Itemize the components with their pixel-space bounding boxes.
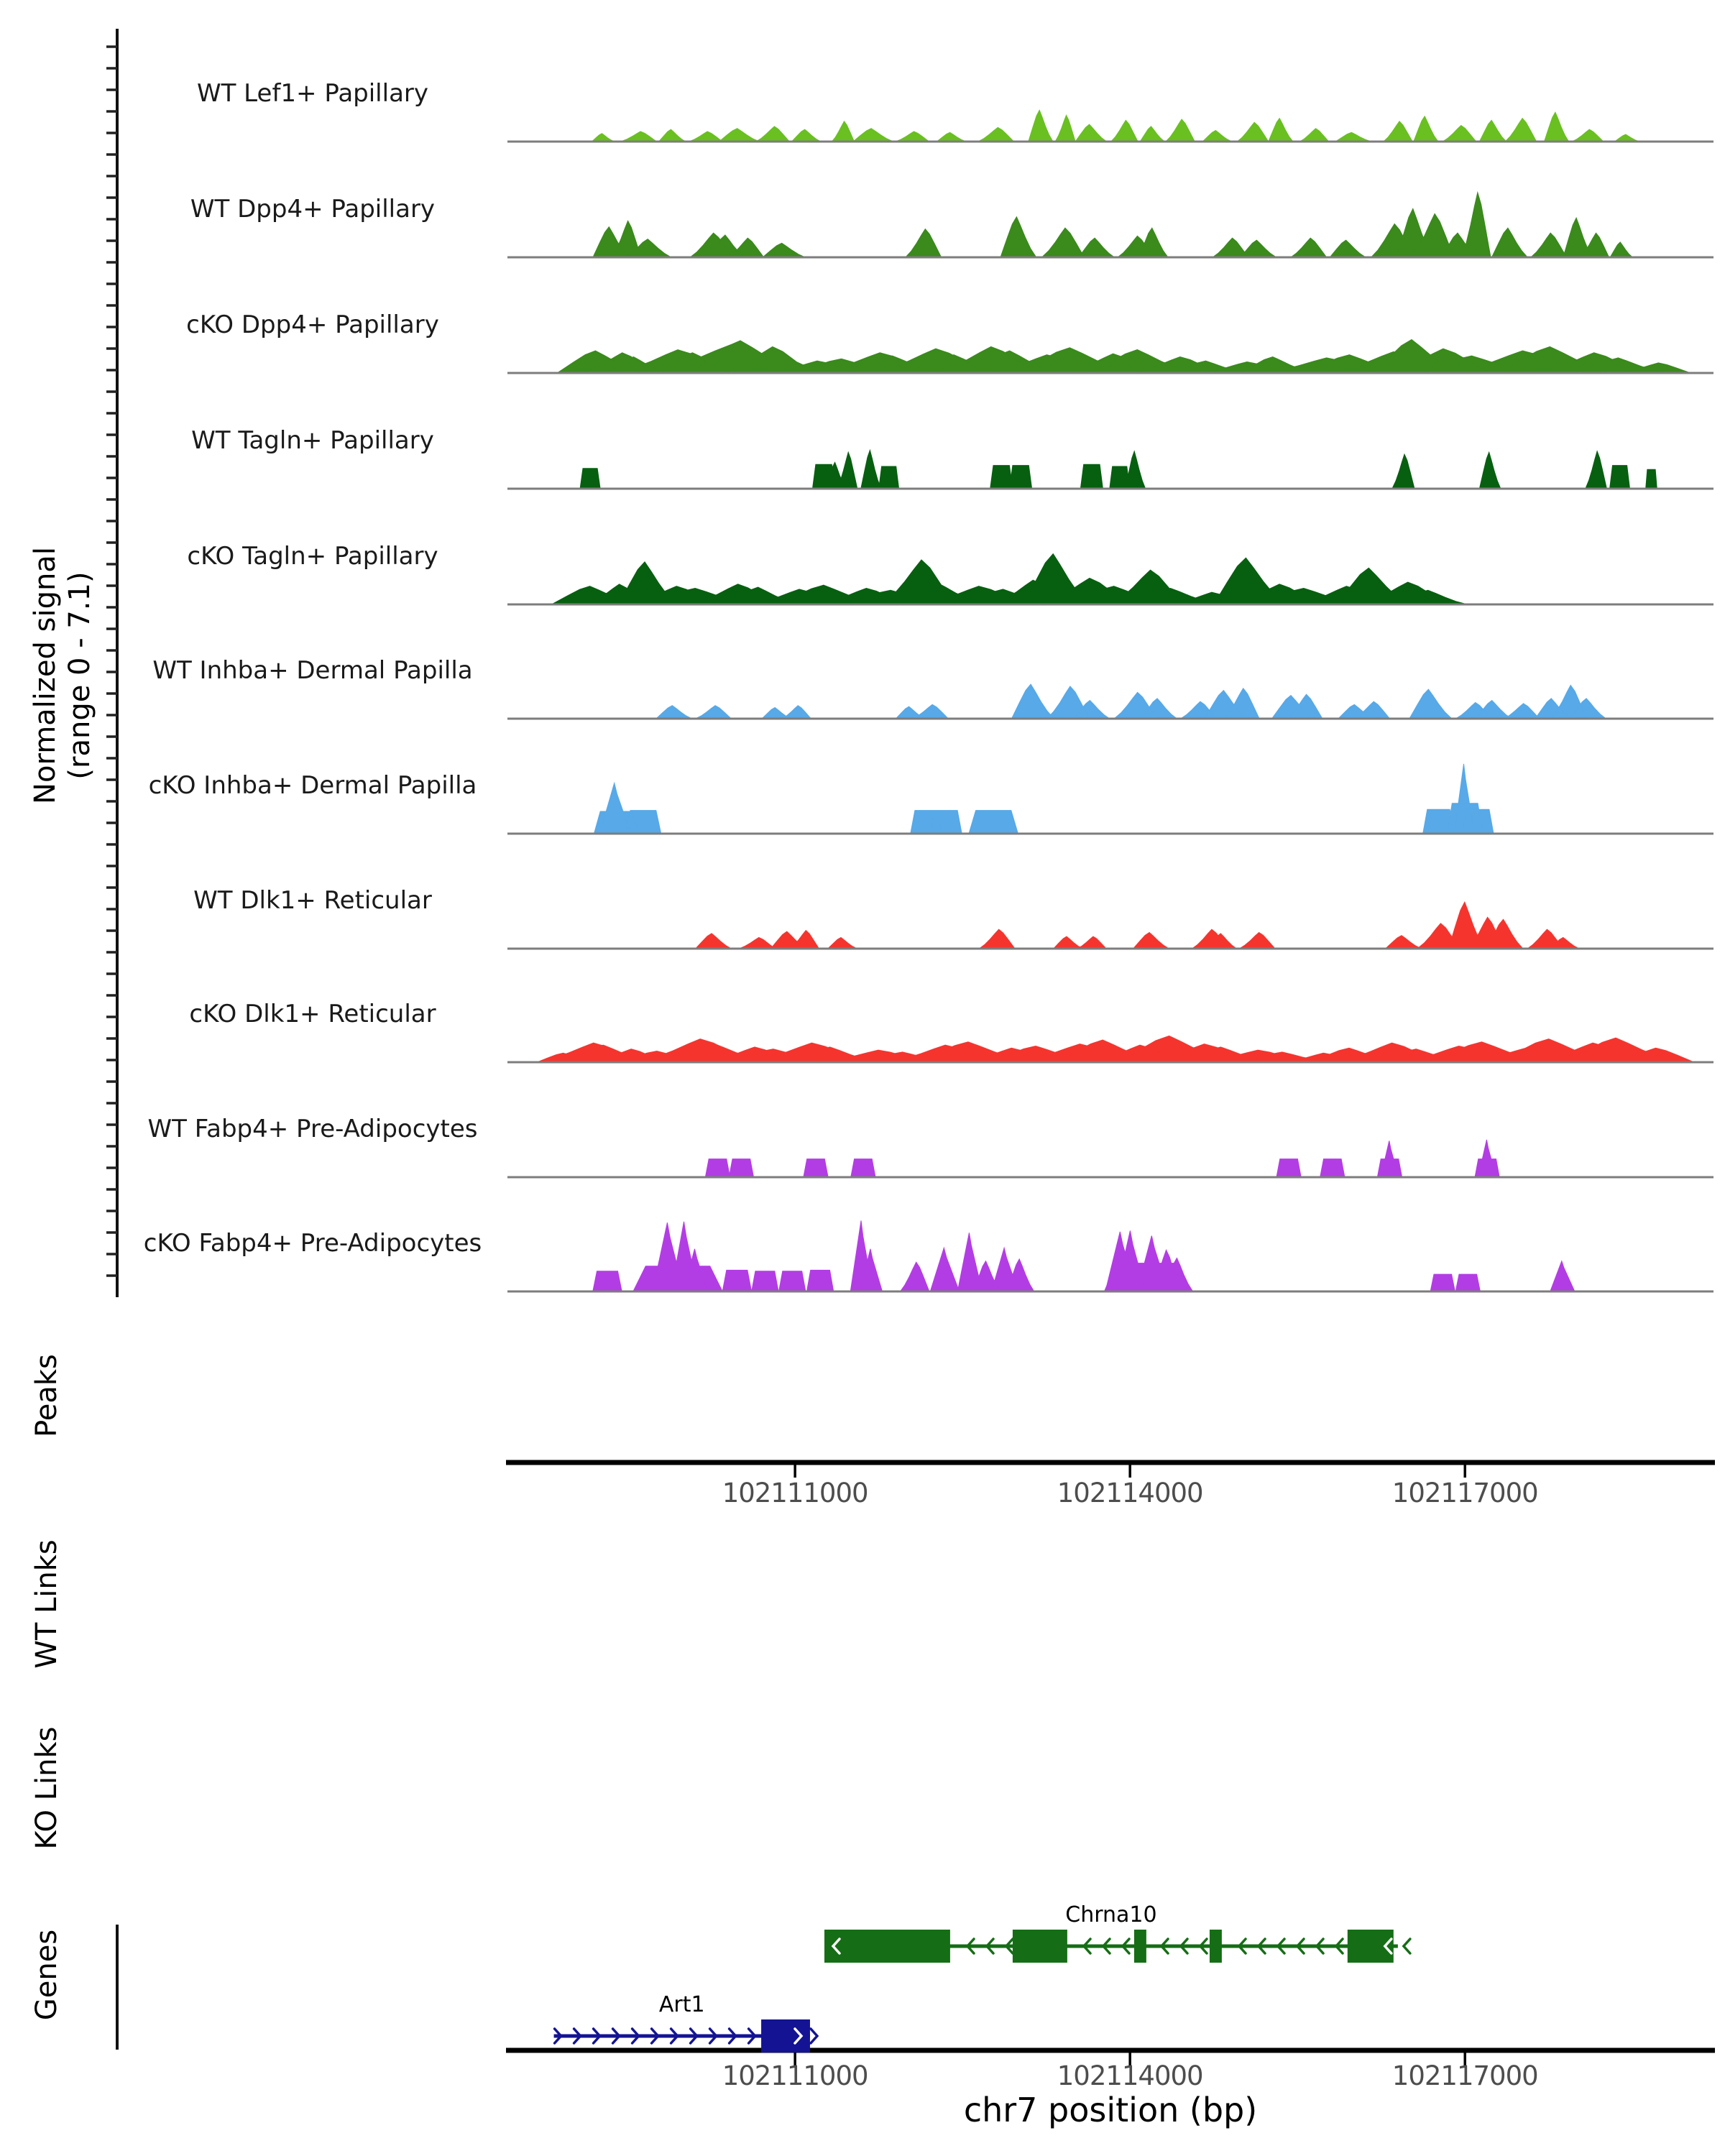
gene-model-art1 (554, 1992, 817, 2053)
y-axis-label-line2: (range 0 - 7.1) (63, 571, 96, 780)
ruler-tick-label: 102114000 (1057, 2060, 1203, 2091)
ruler-tick-label: 102111000 (722, 2060, 868, 2091)
signal-track (191, 426, 1714, 489)
y-axis-label (29, 547, 96, 804)
track-label: WT Dpp4+ Papillary (190, 195, 436, 224)
signal-track (149, 764, 1714, 834)
track-label: WT Fabp4+ Pre-Adipocytes (147, 1115, 478, 1143)
gene-models (554, 1902, 1410, 2053)
signal-area (705, 1140, 1499, 1177)
signal-area (592, 110, 1639, 142)
signal-area (593, 193, 1632, 257)
ruler-tick-label: 102111000 (722, 1478, 868, 1508)
signal-track (189, 1000, 1714, 1062)
gene-model-chrna10 (824, 1902, 1410, 1963)
track-label: cKO Dlk1+ Reticular (189, 1000, 436, 1028)
signal-area (537, 1036, 1693, 1062)
ruler-tick-label: 102114000 (1057, 1478, 1203, 1508)
section-label-peaks: Peaks (30, 1354, 63, 1437)
signal-track (193, 886, 1714, 949)
gene-exon (1134, 1930, 1146, 1963)
signal-area (580, 451, 1657, 489)
signal-track (187, 542, 1714, 604)
signal-area (557, 340, 1690, 374)
track-label: WT Inhba+ Dermal Papilla (152, 656, 473, 685)
gene-exon (1013, 1930, 1067, 1963)
track-label: WT Dlk1+ Reticular (193, 886, 432, 915)
strand-chevron-icon (1404, 1939, 1410, 1953)
signal-track (190, 193, 1714, 257)
section-label-wt-links: WT Links (30, 1539, 63, 1669)
signal-area (552, 554, 1468, 604)
gene-name-label: Chrna10 (1065, 1902, 1157, 1927)
signal-track (197, 79, 1714, 142)
section-label-genes: Genes (30, 1929, 63, 2021)
signal-track (144, 1220, 1714, 1291)
gene-exon (1348, 1930, 1394, 1963)
bottom-position-ruler (506, 2050, 1715, 2091)
signal-track (186, 310, 1714, 373)
signal-area (656, 684, 1606, 719)
gene-exon (1210, 1930, 1222, 1963)
ruler-tick-label: 102117000 (1392, 1478, 1538, 1508)
signal-axis-bracket (106, 29, 117, 1297)
gene-name-label: Art1 (658, 1992, 705, 2017)
track-label: WT Lef1+ Papillary (196, 79, 429, 108)
track-label: cKO Dpp4+ Papillary (186, 310, 439, 339)
signal-track (152, 656, 1714, 719)
peaks-position-ruler (506, 1462, 1715, 1508)
track-label: WT Tagln+ Papillary (191, 426, 434, 455)
gene-exon (824, 1930, 950, 1963)
strand-chevron-icon (811, 2029, 817, 2043)
signal-area (593, 1220, 1575, 1291)
track-label: cKO Tagln+ Papillary (187, 542, 438, 571)
signal-track (148, 1115, 1714, 1177)
ruler-tick-label: 102117000 (1392, 2060, 1538, 2091)
signal-area (696, 902, 1579, 949)
signal-tracks (144, 79, 1714, 1291)
track-label: cKO Fabp4+ Pre-Adipocytes (143, 1229, 482, 1258)
x-axis-title: chr7 position (bp) (963, 2091, 1258, 2129)
y-axis-label-line1: Normalized signal (29, 547, 62, 804)
track-label: cKO Inhba+ Dermal Papilla (148, 771, 477, 800)
section-label-ko-links: KO Links (30, 1726, 63, 1850)
signal-area (594, 764, 1494, 834)
